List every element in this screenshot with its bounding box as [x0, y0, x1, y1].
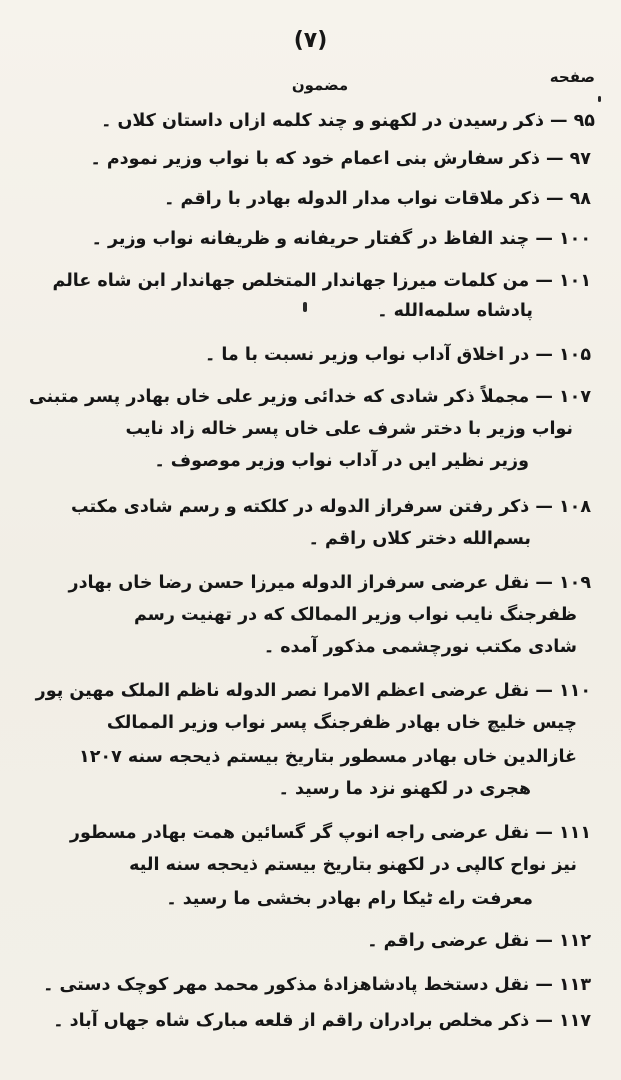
toc-line: معرفت راے ٹیکا رام بهادر بخشی ما رسید ۔	[166, 889, 533, 909]
toc-line: غازالدین خاں بهادر مسطور بتاریخ بیستم ذیحجه سنه ۱۲۰۷	[79, 747, 577, 767]
page-column-header: صفحه	[549, 68, 595, 86]
page-number: (۷)	[293, 28, 328, 53]
toc-line: ظفرجنگ نایب نواب وزیر الممالک که در تهنیت رسم	[133, 605, 577, 625]
toc-line: ۹۸ — ذکر ملاقات نواب مدار الدوله بهادر با راقم ۔	[164, 189, 591, 209]
toc-line: ۱۰۸ — ذکر رفتن سرفراز الدوله در کلکته و رسم شادی مکتب	[71, 497, 591, 517]
toc-line: ۱۰۷ — مجملاً ذکر شادی که خدائی وزیر علی خاں بهادر پسر متبنی	[28, 387, 591, 407]
toc-line: ۹۷ — ذکر سفارش بنی اعمام خود که با نواب وزیر نمودم ۔	[90, 149, 591, 169]
toc-line: نواب وزیر با دختر شرف علی خاں پسر خاله زاد نایب	[125, 419, 573, 439]
toc-line: ۱۰۱ — من کلمات میرزا جهاندار المتخلص جهاندار ابن شاه عالم	[52, 271, 591, 291]
toc-line: چیس خلیچ خاں بهادر ظفرجنگ پسر نواب وزیر الممالک	[106, 713, 577, 733]
toc-line: ۱۰۵ — در اخلاق آداب نواب وزیر نسبت با ما ۔	[204, 345, 591, 365]
toc-line: ۱۱۰ — نقل عرضی اعظم الامرا نصر الدوله ناظم الملک مهین پور	[35, 681, 591, 701]
subject-column-header: مضمون	[291, 76, 349, 94]
toc-line: ۱۰۹ — نقل عرضی سرفراز الدوله میرزا حسن رضا خاں بهادر	[68, 573, 591, 593]
toc-line: شادی مکتب نورچشمی مذکور آمده ۔	[263, 637, 577, 657]
toc-line: ۱۱۲ — نقل عرضی راقم ۔	[367, 931, 591, 951]
toc-line: بسم‌الله دختر کلاں راقم ۔	[308, 529, 531, 549]
toc-line: ۱۱۳ — نقل دستخط پادشاهزادهٔ مذکور محمد مهر کوچک دستی ۔	[43, 975, 591, 995]
toc-line: نیز نواح کالپی در لکهنو بتاریخ بیستم ذیحجه سنه الیه	[129, 855, 577, 875]
toc-line: ۱۱۷ — ذکر مخلص برادران راقم از قلعه مبارک شاه جهاں آباد ۔	[53, 1011, 591, 1031]
toc-line: ۱۱۱ — نقل عرضی راجه انوپ گر گسائین همت بهادر مسطور	[69, 823, 591, 843]
toc-line: ۹۵ — ذکر رسیدن در لکهنو و چند کلمه ازاں داستان کلاں ۔	[101, 111, 595, 131]
toc-line: پادشاه سلمه‌الله ۔	[377, 301, 533, 321]
toc-line: هجری در لکهنو نزد ما رسید ۔	[278, 779, 531, 799]
toc-line: ۱۰۰ — چند الفاظ در گفتار حریفانه و ظریفانه نواب وزیر ۔	[91, 229, 591, 249]
toc-line: وزیر نظیر ایں در آداب نواب وزیر موصوف ۔	[154, 451, 529, 471]
